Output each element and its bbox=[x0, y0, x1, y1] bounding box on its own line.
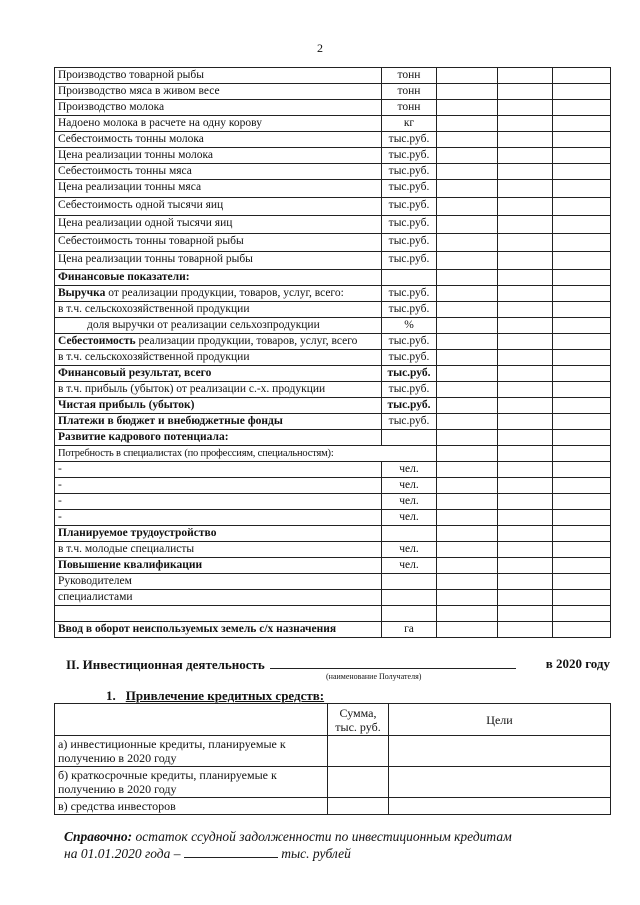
table-row bbox=[55, 622, 611, 638]
col-goals-header: Цели bbox=[389, 704, 611, 736]
table-row bbox=[55, 116, 611, 132]
reference-note bbox=[64, 828, 604, 862]
row-label bbox=[55, 606, 382, 622]
table-row bbox=[55, 510, 611, 526]
page-number: 2 bbox=[317, 41, 323, 55]
table-row bbox=[55, 446, 611, 462]
row-label: Производство молока bbox=[55, 100, 382, 116]
table-row bbox=[55, 270, 611, 286]
row-label: - bbox=[55, 494, 382, 510]
row-label: Производство товарной рыбы bbox=[55, 68, 382, 84]
row-unit: тонн bbox=[382, 100, 437, 116]
table-row bbox=[55, 286, 611, 302]
row-unit: тыс.руб. bbox=[382, 398, 437, 414]
table-header-row bbox=[55, 704, 611, 736]
table-row bbox=[55, 84, 611, 100]
table-row bbox=[55, 590, 611, 606]
row-unit: тыс.руб. bbox=[382, 414, 437, 430]
table-row bbox=[55, 180, 611, 198]
note-date: на 01.01.2020 года – bbox=[64, 846, 181, 861]
indicators-table bbox=[54, 67, 611, 638]
table-row bbox=[55, 68, 611, 84]
row-label: Себестоимость тонны молока bbox=[55, 132, 382, 148]
credit-subheading bbox=[106, 688, 324, 704]
table-row bbox=[55, 100, 611, 116]
row-label: Планируемое трудоустройство bbox=[55, 526, 382, 542]
row-unit: тыс.руб. bbox=[382, 180, 437, 198]
row-label: Производство мяса в живом весе bbox=[55, 84, 382, 100]
table-row bbox=[55, 334, 611, 350]
table-row bbox=[55, 216, 611, 234]
row-label: Выручка от реализации продукции, товаров, услуг, всего: bbox=[55, 286, 382, 302]
table-row bbox=[55, 148, 611, 164]
col-sum-header: Сумма, тыс. руб. bbox=[328, 704, 389, 736]
note-blank-line bbox=[184, 845, 278, 858]
recipient-blank-line bbox=[270, 656, 516, 669]
table-row bbox=[55, 767, 611, 798]
section-personnel: Развитие кадрового потенциала: bbox=[55, 430, 382, 446]
investment-heading bbox=[66, 656, 614, 673]
row-unit: тыс.руб. bbox=[382, 286, 437, 302]
row-label: - bbox=[55, 462, 382, 478]
row-label: - bbox=[55, 478, 382, 494]
row-unit: тыс.руб. bbox=[382, 234, 437, 252]
credit-table bbox=[54, 703, 611, 815]
credit-row-label: а) инвестиционные кредиты, планируемые к получению в 2020 году bbox=[55, 736, 328, 767]
table-row bbox=[55, 478, 611, 494]
row-label: Себестоимость тонны мяса bbox=[55, 164, 382, 180]
row-unit: тыс.руб. bbox=[382, 252, 437, 270]
row-label: Платежи в бюджет и внебюджетные фонды bbox=[55, 414, 382, 430]
row-label: Цена реализации одной тысячи яиц bbox=[55, 216, 382, 234]
row-unit: чел. bbox=[382, 494, 437, 510]
row-unit: тыс.руб. bbox=[382, 382, 437, 398]
row-unit: тыс.руб. bbox=[382, 216, 437, 234]
row-unit: тыс.руб. bbox=[382, 366, 437, 382]
note-text: остаток ссудной задолженности по инвестиционным кредитам bbox=[132, 829, 512, 844]
row-unit: чел. bbox=[382, 542, 437, 558]
row-unit: тонн bbox=[382, 84, 437, 100]
table-row bbox=[55, 350, 611, 366]
note-unit: тыс. рублей bbox=[281, 846, 351, 861]
table-row bbox=[55, 558, 611, 574]
table-row bbox=[55, 526, 611, 542]
table-row bbox=[55, 252, 611, 270]
row-label: доля выручки от реализации сельхозпродукции bbox=[55, 318, 382, 334]
table-row bbox=[55, 542, 611, 558]
table-row bbox=[55, 798, 611, 815]
table-row bbox=[55, 462, 611, 478]
table-row bbox=[55, 234, 611, 252]
row-label: Финансовый результат, всего bbox=[55, 366, 382, 382]
row-label: Цена реализации тонны молока bbox=[55, 148, 382, 164]
credit-row-label: в) средства инвесторов bbox=[55, 798, 328, 815]
row-label: Руководителем bbox=[55, 574, 382, 590]
note-label: Справочно: bbox=[64, 829, 133, 844]
row-unit: га bbox=[382, 622, 437, 638]
table-row bbox=[55, 318, 611, 334]
row-unit: кг bbox=[382, 116, 437, 132]
row-unit: тыс.руб. bbox=[382, 132, 437, 148]
table-row bbox=[55, 414, 611, 430]
row-unit: тыс.руб. bbox=[382, 148, 437, 164]
row-label: в т.ч. прибыль (убыток) от реализации с.-х. продукции bbox=[55, 382, 382, 398]
table-row bbox=[55, 366, 611, 382]
investment-title: II. Инвестиционная деятельность bbox=[66, 657, 265, 672]
table-row bbox=[55, 164, 611, 180]
row-label: в т.ч. сельскохозяйственной продукции bbox=[55, 350, 382, 366]
row-label: Себестоимость реализации продукции, товаров, услуг, всего bbox=[55, 334, 382, 350]
row-unit: тыс.руб. bbox=[382, 302, 437, 318]
table-row bbox=[55, 302, 611, 318]
row-label: Надоено молока в расчете на одну корову bbox=[55, 116, 382, 132]
row-unit: тыс.руб. bbox=[382, 164, 437, 180]
credit-row-label: б) краткосрочные кредиты, планируемые к получению в 2020 году bbox=[55, 767, 328, 798]
row-unit: % bbox=[382, 318, 437, 334]
table-row bbox=[55, 198, 611, 216]
table-row bbox=[55, 132, 611, 148]
row-unit: тыс.руб. bbox=[382, 198, 437, 216]
table-row bbox=[55, 606, 611, 622]
investment-year: в 2020 году bbox=[545, 656, 610, 671]
row-label: Чистая прибыль (убыток) bbox=[55, 398, 382, 414]
row-label: Цена реализации тонны товарной рыбы bbox=[55, 252, 382, 270]
row-unit: тыс.руб. bbox=[382, 350, 437, 366]
recipient-caption: (наименование Получателя) bbox=[326, 672, 422, 681]
table-row bbox=[55, 382, 611, 398]
table-row bbox=[55, 494, 611, 510]
row-unit: тыс.руб. bbox=[382, 334, 437, 350]
table-row bbox=[55, 574, 611, 590]
row-unit: чел. bbox=[382, 462, 437, 478]
row-label: Цена реализации тонны мяса bbox=[55, 180, 382, 198]
row-label: - bbox=[55, 510, 382, 526]
row-unit: тонн bbox=[382, 68, 437, 84]
table-row bbox=[55, 398, 611, 414]
table-row bbox=[55, 736, 611, 767]
row-label: в т.ч. сельскохозяйственной продукции bbox=[55, 302, 382, 318]
table-row bbox=[55, 430, 611, 446]
credit-subheading-number: 1. bbox=[106, 688, 116, 703]
row-label: специалистами bbox=[55, 590, 382, 606]
row-label: Ввод в оборот неиспользуемых земель с/х назначения bbox=[55, 622, 382, 638]
section-financial: Финансовые показатели: bbox=[55, 270, 382, 286]
row-label: Потребность в специалистах (по профессиям, специальностям): bbox=[55, 446, 437, 462]
row-label: в т.ч. молодые специалисты bbox=[55, 542, 382, 558]
row-label: Себестоимость одной тысячи яиц bbox=[55, 198, 382, 216]
row-label: Себестоимость тонны товарной рыбы bbox=[55, 234, 382, 252]
row-unit: чел. bbox=[382, 478, 437, 494]
credit-subheading-title: Привлечение кредитных средств: bbox=[125, 688, 325, 703]
row-unit: чел. bbox=[382, 558, 437, 574]
row-label: Повышение квалификации bbox=[55, 558, 382, 574]
row-unit: чел. bbox=[382, 510, 437, 526]
